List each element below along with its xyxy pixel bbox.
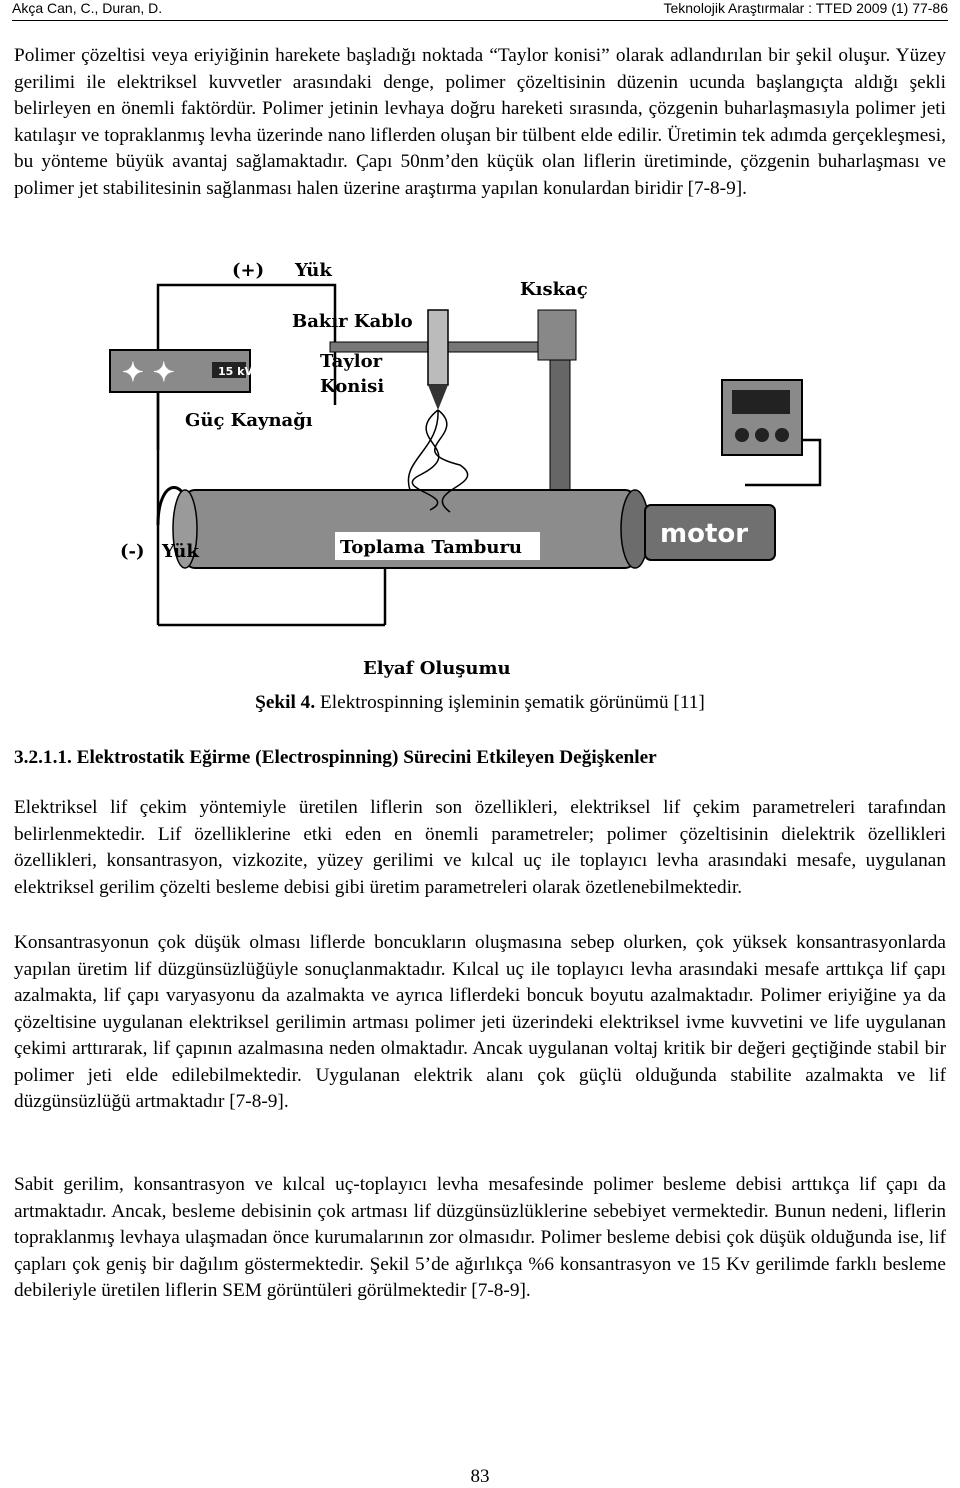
- circuit-wires: [158, 285, 820, 625]
- paragraph-feed-rate: Sabit gerilim, konsantrasyon ve kılcal uç-toplayıcı levha mesafesinde polimer besleme debisi arttıkça lif çapı da artmaktadır. Ancak, besleme debisinin çok artması lif düzgünsüzlüklerine sebebiyet vermektedir. Bunun nedeni, liflerin topraklanmış levhaya ulaşmadan önce kurumalarının zor olmasıdır. Polimer besleme debisi çok düşük olduğunda ise, lif çapları çok geniş bir dağılım göstermektedir. Şekil 5’de ağırlıkça %6 konsantrasyon ve 15 Kv gerilimde farklı besleme debileriyle üretilen liflerin SEM görüntüleri görülmektedir [7-8-9].: [14, 1174, 946, 1301]
- label-load-top: Yük: [295, 260, 332, 281]
- figure-caption: [0, 690, 960, 716]
- label-power-source: Güç Kaynağı: [185, 410, 313, 431]
- label-minus: (-): [120, 541, 145, 562]
- label-load-bottom: Yük: [162, 541, 199, 562]
- label-plus: (+): [232, 260, 265, 281]
- section-heading: 3.2.1.1. Elektrostatik Eğirme (Electrospinning) Sürecini Etkileyen Değişkenler: [14, 747, 657, 768]
- nozzle-tip: [428, 385, 448, 410]
- label-clamp: Kıskaç: [520, 279, 588, 300]
- motor-label: motor: [660, 519, 749, 549]
- syringe: [428, 310, 448, 385]
- page-number: 83: [470, 1466, 490, 1487]
- voltage-readout: 15 kV: [218, 365, 253, 378]
- electrospinning-schematic: [100, 250, 860, 685]
- label-cone: Konisi: [320, 376, 385, 397]
- clamp-block: [538, 310, 576, 360]
- caption-label: Şekil 4.: [255, 692, 316, 713]
- label-fiber-formation: Elyaf Oluşumu: [363, 658, 511, 679]
- paragraph-taylor-cone: Polimer çözeltisi veya eriyiğinin harekete başladığı noktada “Taylor konisi” olarak adlandırılan bir şekil oluşur. Yüzey gerilimi ile elektriksel kuvvetler arasındaki denge, polimer çözeltisinin düzenin ucunda başlangıçta aldığı şekli belirleyen en önemli faktördür. Polimer jetinin levhaya doğru hareketi sırasında, çözgenin buharlaşmasıyla polimer jeti katılaşır ve topraklanmış levha üzerinde nano liflerden oluşan bir tülbent elde edilir. Üretimin tek adımda gerçekleşmesi, bu yönteme büyük avantaj sağlamaktadır. Çapı 50nm’den küçük olan liflerin üretiminde, çözgenin buharlaşması ve polimer jet stabilitesinin sağlanması halen üzerine araştırma yapılan konulardan biridir [7-8-9].: [14, 45, 946, 199]
- spark-icon: ✦ ✦: [122, 358, 175, 388]
- paragraph-parameters: Elektriksel lif çekim yöntemiyle üretilen liflerin son özellikleri, elektriksel lif çekim parametreleri tarafından belirlenmektedir. Lif özelliklerine etki eden en önemli parametreler; polimer çözeltisinin dielektrik özellikleri özellikleri, konsantrasyon, vizkozite, yüzey gerilimi ve kılcal uç ile toplayıcı levha arasındaki mesafe, uygulanan elektriksel gerilim çözelti besleme debisi gibi üretim parametreleri olarak özetlenebilmektedir.: [14, 797, 946, 898]
- header-rule: [12, 20, 948, 21]
- label-taylor: Taylor: [320, 351, 383, 372]
- label-copper-cable: Bakır Kablo: [292, 311, 413, 332]
- header-authors: Akça Can, C., Duran, D.: [12, 0, 163, 16]
- label-drum: Toplama Tamburu: [340, 537, 523, 558]
- paragraph-concentration: Konsantrasyonun çok düşük olması liflerde boncukların oluşmasına sebep olurken, çok yüksek konsantrasyonlarda yapılan üretim lif düzgünsüzlüğüyle sonuçlanmaktadır. Kılcal uç ile toplayıcı levha arasındaki mesafe arttıkça lif çapı azalmakta, lif çapı varyasyonu da azalmakta ve ayrıca liflerdeki boncuk boyutu azalmaktadır. Polimer eriyiğine ya da çözeltisine uygulanan elektriksel gerilimin artması polimer jeti üzerindeki elektriksel ivme kuvvetini ve life uygulanan çekimi arttırarak, lif çapının azalmasına neden olmaktadır. Ancak uygulanan voltaj kritik bir değeri geçtiğinde stabil bir polimer jeti elde edilebilmektedir. Uygulanan elektrik alanı çok güçlü olduğunda stabilite azalmakta ve lif düzgünsüzlüğü artmaktadır [7-8-9].: [14, 932, 946, 1112]
- header-journal: Teknolojik Araştırmalar : TTED 2009 (1) 77-86: [663, 0, 948, 16]
- caption-text: Elektrospinning işleminin şematik görünümü [11]: [319, 692, 705, 713]
